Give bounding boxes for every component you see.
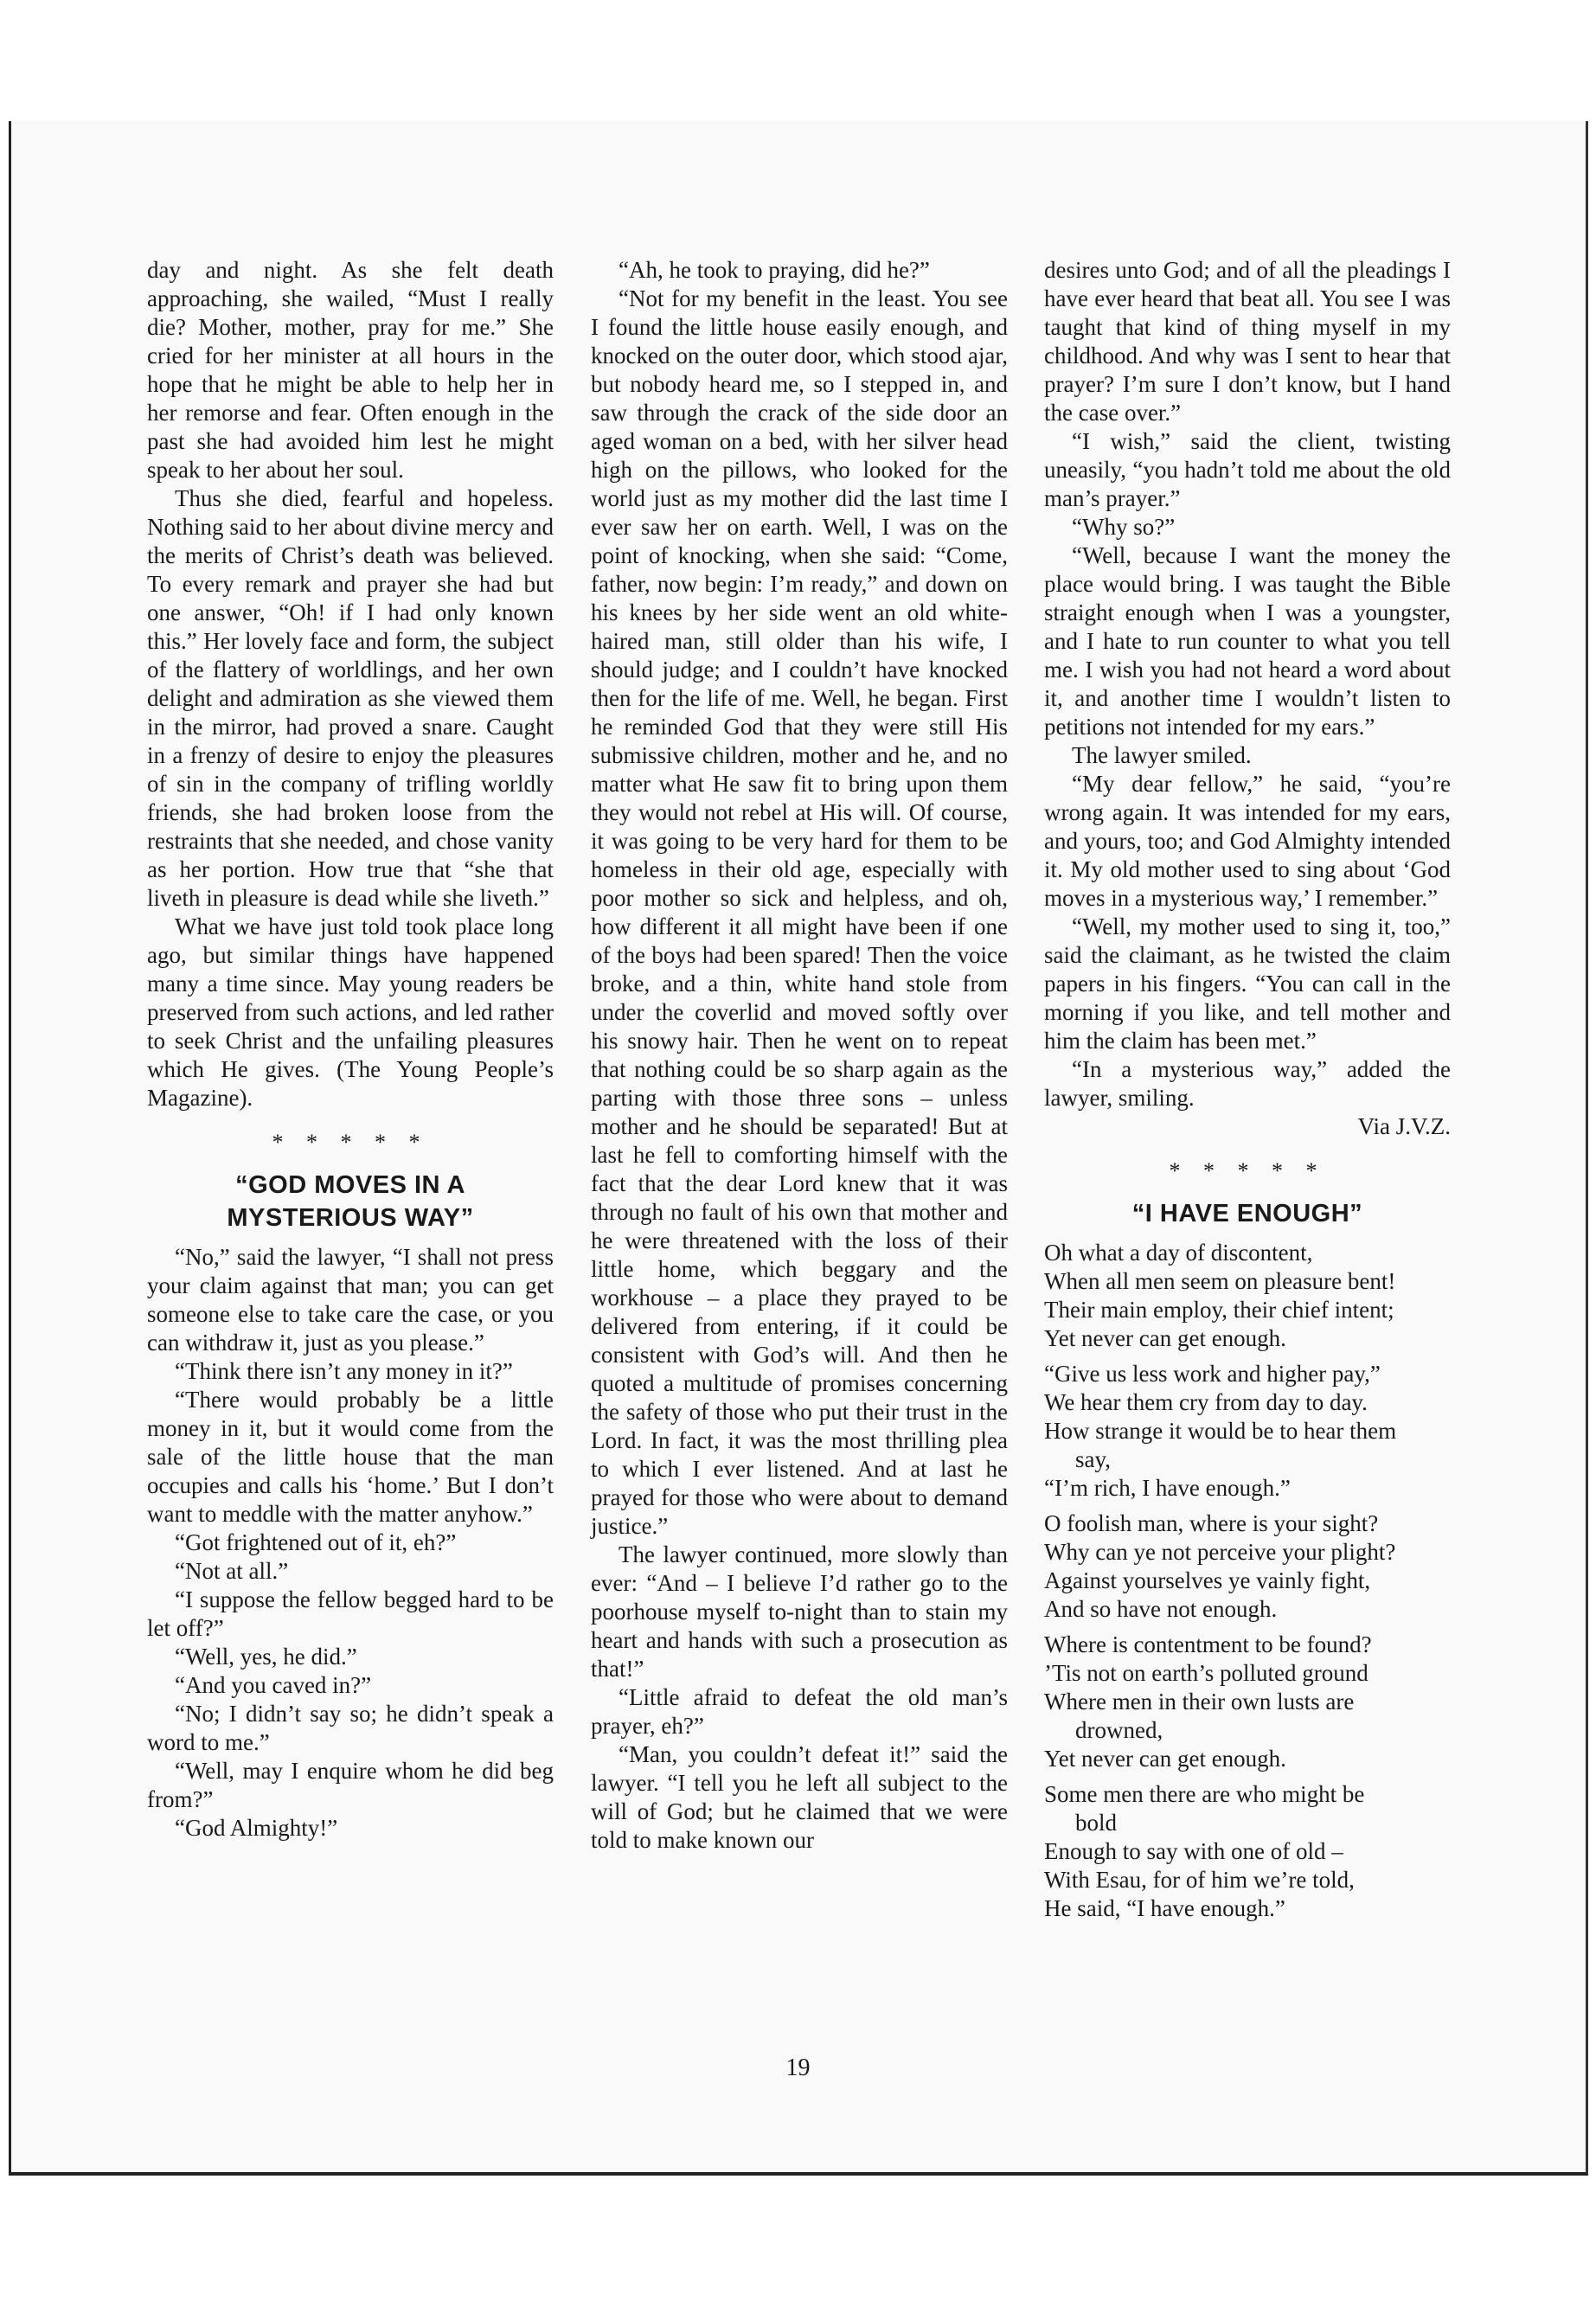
- column-3: [1044, 256, 1451, 1930]
- paragraph: “Well, my mother used to sing it, too,” said the claimant, as he twisted the claim papers in his fingers. “You can call in the morning if you like, and tell mother and him the claim has been met.”: [1044, 913, 1451, 1054]
- poem-line: O foolish man, where is your sight?: [1044, 1510, 1379, 1536]
- heading-line: “GOD MOVES IN A: [235, 1171, 465, 1199]
- poem-stanza: [1044, 1239, 1451, 1353]
- poem-line: We hear them cry from day to day.: [1044, 1389, 1368, 1415]
- poem-stanza: [1044, 1509, 1451, 1624]
- paragraph: “Not for my benefit in the least. You see I found the little house easily enough, and knocked on the outer door, which stood ajar, but nobody heard me, so I stepped in, and saw through the crack of the side door an aged woman on a bed, with her silver head high on the pillows, who looked for the world just as my mother did the last time I ever saw her on earth. Well, I was on the point of knocking, when she said: “Come, father, now begin: I’m ready,” and down on his knees by her side went an old white-haired man, still older than his wife, I should judge; and I couldn’t have knocked then for the life of me. Well, he began. First he reminded God that they were still His submissive children, mother and he, and no matter what He saw fit to bring upon them they would not rebel at His will. Of course, it was going to be very hard for them to be homeless in their old age, especially with poor mother so sick and helpless, and oh, how different it all might have been if one of the boys had been spared! Then the voice broke, and a thin, white hand stole from under the coverlid and moved softly over his snowy hair. Then he went on to repeat that nothing could be so sharp again as the parting with those three sons – unless mother and he should be separated! But at last he fell to comforting himself with the fact that the dear Lord knew that it was through no fault of his own that mother and he were threatened with the loss of their little home, which beggary and the workhouse – a place they prayed to be delivered from entering, if it could be consistent with God’s will. And then he quoted a multitude of promises concerning the safety of those who put their trust in the Lord. In fact, it was the most thrilling plea to which I ever listened. And at last he prayed for those who were about to demand justice.”: [591, 285, 1008, 1539]
- paragraph: “Man, you couldn’t defeat it!” said the lawyer. “I tell you he left all subject to the will of God; but he claimed that we were told to make known our: [591, 1741, 1008, 1853]
- paragraph: “God Almighty!”: [175, 1815, 338, 1841]
- poem-heading: “I HAVE ENOUGH”: [1131, 1200, 1363, 1227]
- page-number: 19: [785, 2054, 811, 2081]
- column-2: [591, 256, 1008, 1855]
- paragraph: “I wish,” said the client, twisting uneasily, “you hadn’t told me about the old man’s prayer.”: [1044, 428, 1451, 511]
- paragraph: “No,” said the lawyer, “I shall not press your claim against that man; you can get someone else to take care the case, or you can withdraw it, just as you please.”: [147, 1244, 554, 1356]
- poem-line: How strange it would be to hear them: [1044, 1418, 1397, 1444]
- poem-stanza: [1044, 1360, 1451, 1503]
- paragraph: The lawyer smiled.: [1072, 742, 1252, 768]
- poem-line: Where is contentment to be found?: [1044, 1631, 1372, 1657]
- poem-line: Enough to say with one of old –: [1044, 1838, 1343, 1864]
- poem-line: When all men seem on pleasure bent!: [1044, 1268, 1396, 1294]
- paragraph: desires unto God; and of all the pleadings I have ever heard that beat all. You see I was taught that kind of thing myself in my childhood. And why was I sent to hear that prayer? I’m sure I don’t know, but I hand the case over.”: [1044, 257, 1451, 426]
- paragraph: “Well, because I want the money the place would bring. I was taught the Bible straight enough when I was a youngster, and I hate to run counter to what you tell me. I wish you had not heard a word about it, and another time I wouldn’t listen to petitions not intended for my ears.”: [1044, 542, 1451, 740]
- poem-line: say,: [1075, 1446, 1111, 1472]
- poem-line: Against yourselves ye vainly fight,: [1044, 1567, 1371, 1593]
- paragraph: “And you caved in?”: [175, 1672, 372, 1698]
- paragraph: day and night. As she felt death approaching, she wailed, “Must I really die? Mother, mother, pray for me.” She cried for her minister at all hours in the hope that he might be able to help her in her remorse and fear. Often enough in the past she had avoided him lest he might speak to her about her soul.: [147, 257, 554, 483]
- poem-line: Why can ye not perceive your plight?: [1044, 1539, 1396, 1565]
- paragraph: “In a mysterious way,” added the lawyer, smiling.: [1044, 1056, 1451, 1111]
- paragraph: “Not at all.”: [175, 1558, 289, 1584]
- paragraph: “Well, yes, he did.”: [175, 1644, 357, 1670]
- paragraph: “I suppose the fellow begged hard to be let off?”: [147, 1586, 554, 1641]
- paragraph: “Little afraid to defeat the old man’s prayer, eh?”: [591, 1684, 1008, 1739]
- section-divider: * * * * *: [1169, 1158, 1326, 1183]
- poem-line: Yet never can get enough.: [1044, 1746, 1286, 1772]
- paragraph: “Got frightened out of it, eh?”: [175, 1529, 457, 1555]
- heading-line: MYSTERIOUS WAY”: [227, 1204, 474, 1232]
- poem-line: With Esau, for of him we’re told,: [1044, 1867, 1355, 1893]
- poem-line: Where men in their own lusts are: [1044, 1689, 1355, 1715]
- paragraph: What we have just told took place long ago, but similar things have happened many a time since. May young readers be preserved from such actions, and led rather to seek Christ and the unfailing pleasures which He gives. (The Young People’s Magazine).: [147, 913, 554, 1111]
- paragraph: “Ah, he took to praying, did he?”: [619, 257, 930, 283]
- poem-line: drowned,: [1075, 1717, 1163, 1743]
- poem-line: He said, “I have enough.”: [1044, 1895, 1285, 1921]
- poem-line: Some men there are who might be: [1044, 1781, 1365, 1807]
- poem-line: And so have not enough.: [1044, 1596, 1278, 1622]
- paragraph: “Well, may I enquire whom he did beg from?”: [147, 1758, 554, 1812]
- paragraph: “No; I didn’t say so; he didn’t speak a word to me.”: [147, 1701, 554, 1755]
- paragraph: “Why so?”: [1072, 514, 1176, 540]
- column-1: [147, 256, 554, 1843]
- poem-line: “Give us less work and higher pay,”: [1044, 1361, 1381, 1387]
- poem-stanza: [1044, 1631, 1451, 1773]
- poem-line: “I’m rich, I have enough.”: [1044, 1475, 1291, 1501]
- paragraph: “Think there isn’t any money in it?”: [175, 1358, 513, 1384]
- paragraph: Thus she died, fearful and hopeless. Nothing said to her about divine mercy and the merits of Christ’s death was believed. To every remark and prayer she had but one answer, “Oh! if I had only known this.” Her lovely face and form, the subject of the flattery of worldlings, and her own delight and admiration as she viewed them in the mirror, had proved a snare. Caught in a frenzy of desire to enjoy the pleasures of sin in the company of trifling worldly friends, she had broken loose from the restraints that she needed, and chose vanity as her portion. How true that “she that liveth in pleasure is dead while she liveth.”: [147, 485, 554, 911]
- paragraph: The lawyer continued, more slowly than ever: “And – I believe I’d rather go to the poorhouse myself to-night than to stain my heart and hands with such a prosecution as that!”: [591, 1541, 1008, 1682]
- section-divider: * * * * *: [272, 1130, 429, 1155]
- poem-stanza: [1044, 1780, 1451, 1923]
- signature: Via J.V.Z.: [1357, 1113, 1451, 1139]
- paragraph: “My dear fellow,” he said, “you’re wrong again. It was intended for my ears, and yours, too; and God Almighty intended it. My old mother used to sing about ‘God moves in a mysterious way,’ I remember.”: [1044, 771, 1451, 911]
- poem-line: Their main employ, their chief intent;: [1044, 1297, 1394, 1323]
- poem-line: Oh what a day of discontent,: [1044, 1240, 1313, 1266]
- article-heading: [147, 1169, 554, 1234]
- poem-line: Yet never can get enough.: [1044, 1325, 1286, 1351]
- paragraph: “There would probably be a little money in it, but it would come from the sale of the little house that the man occupies and calls his ‘home.’ But I don’t want to meddle with the matter anyhow.”: [147, 1387, 554, 1527]
- poem-line: bold: [1075, 1810, 1118, 1836]
- poem-line: ’Tis not on earth’s polluted ground: [1044, 1660, 1368, 1686]
